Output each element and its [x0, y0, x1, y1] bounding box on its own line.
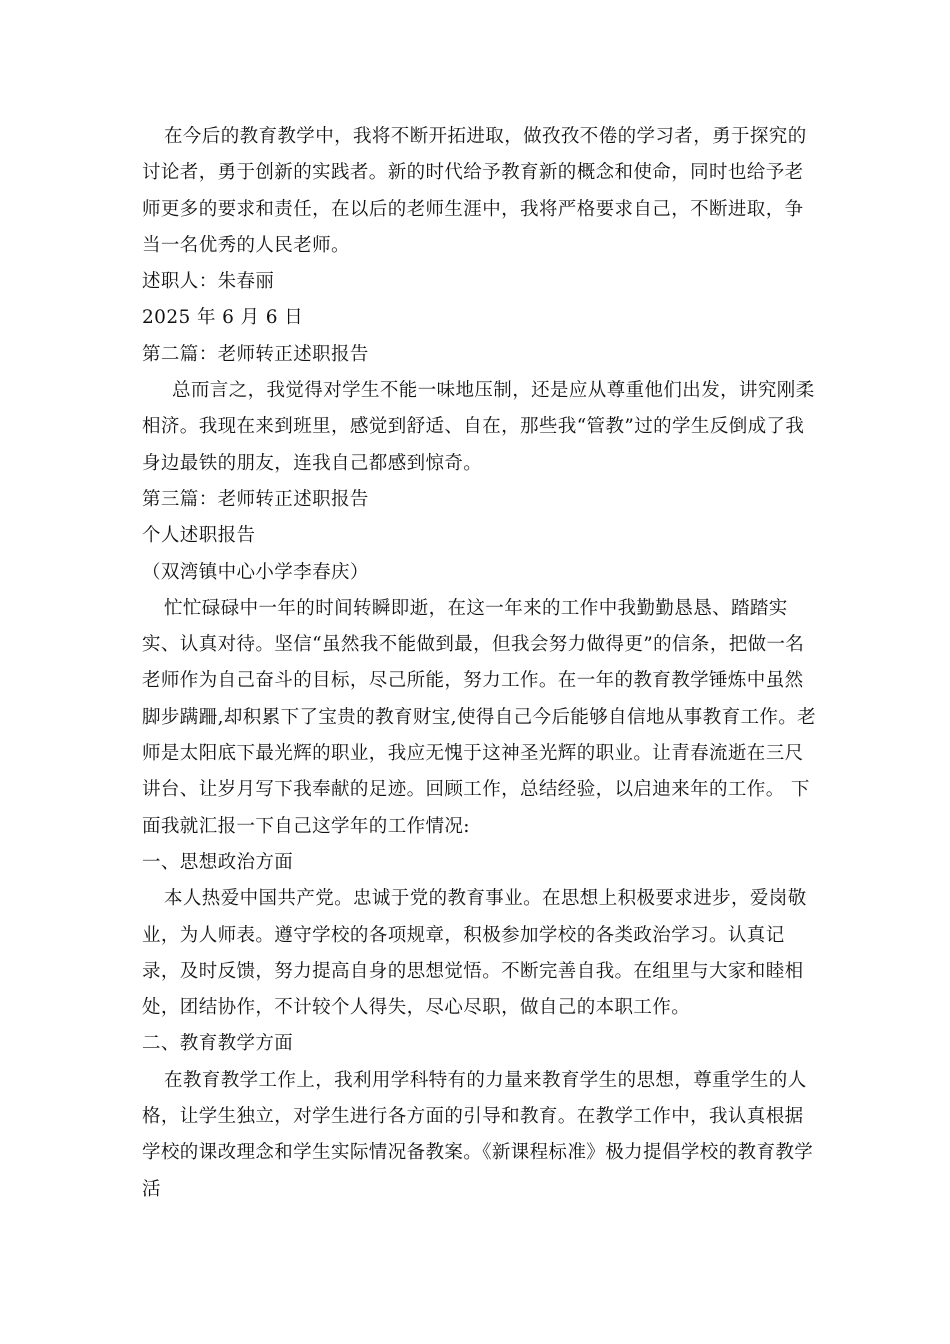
reporter-signature: 述职人：朱春丽 [142, 271, 275, 293]
document-body [142, 119, 818, 1208]
paragraph-introduction: 忙忙碌碌中一年的时间转瞬即逝，在这一年来的工作中我勤勤恳恳、踏踏实实、认真对待。坚信“虽然我不能做到最，但我会努力做得更”的信条，把做一名老师作为自己奋斗的目标，尽己所能，努力工作。在一年的教育教学锤炼中虽然脚步蹒跚,却积累下了宝贵的教育财宝,使得自己今后能够自信地从事教育工作。老师是太阳底下最光辉的职业，我应无愧于这神圣光辉的职业。让青春流逝在三尺讲台、让岁月写下我奉献的足迹。回顾工作，总结经验，以启迪来年的工作。 下面我就汇报一下自己这学年的工作情况: [142, 597, 817, 837]
heading-education-teaching: 二、教育教学方面 [142, 1033, 294, 1055]
paragraph-part-two: 总而言之，我觉得对学生不能一味地压制，还是应从尊重他们出发，讲究刚柔相济。我现在来到班里，感觉到舒适、自在，那些我“管教”过的学生反倒成了我身边最铁的朋友，连我自己都感到惊奇。 [142, 380, 815, 474]
report-title: 个人述职报告 [142, 525, 256, 547]
paragraph-ideology-politics: 本人热爱中国共产党。忠诚于党的教育事业。在思想上积极要求进步，爱岗敬业，为人师表。遵守学校的各项规章，积极参加学校的各类政治学习。认真记录，及时反馈，努力提高自身的思想觉悟。不断完善自我。在组里与大家和睦相处，团结协作，不计较个人得失，尽心尽职，做自己的本职工作。 [142, 888, 807, 1019]
heading-ideology-politics: 一、思想政治方面 [142, 851, 294, 873]
section-heading-part-two: 第二篇：老师转正述职报告 [142, 343, 369, 365]
paragraph-conclusion: 在今后的教育教学中，我将不断开拓进取，做孜孜不倦的学习者，勇于探究的讨论者，勇于创新的实践者。新的时代给予教育新的概念和使命，同时也给予老师更多的要求和责任，在以后的老师生涯中，我将严格要求自己，不断进取，争当一名优秀的人民老师。 [142, 126, 807, 256]
report-date: 2025 年 6 月 6 日 [142, 307, 304, 329]
section-heading-part-three: 第三篇：老师转正述职报告 [142, 488, 369, 510]
paragraph-education-teaching: 在教育教学工作上，我利用学科特有的力量来教育学生的思想，尊重学生的人格，让学生独立，对学生进行各方面的引导和教育。在教学工作中，我认真根据学校的课改理念和学生实际情况备教案。《新课程标准》极力提倡学校的教育教学活 [142, 1069, 814, 1200]
report-author: （双湾镇中心小学李春庆） [142, 561, 369, 583]
